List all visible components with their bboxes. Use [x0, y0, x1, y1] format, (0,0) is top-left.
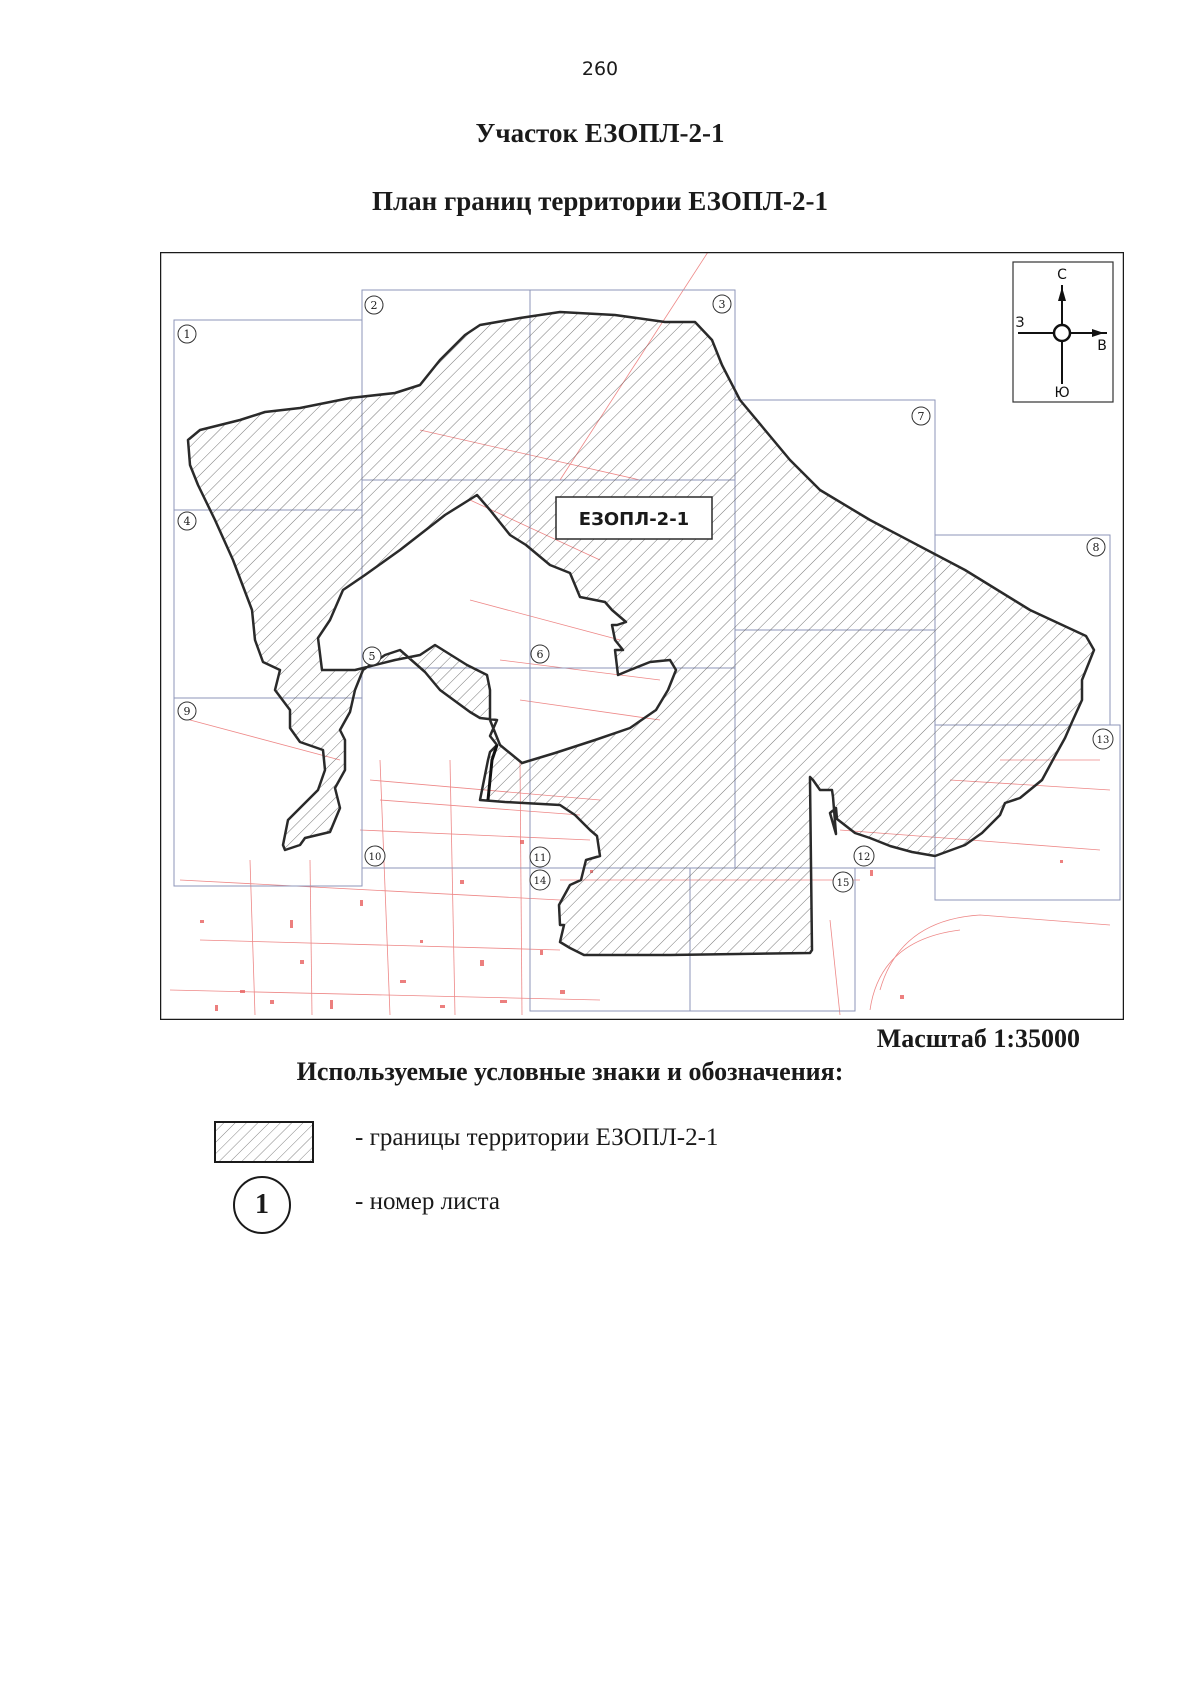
sheet-marker [178, 702, 196, 720]
map-subtitle: План границ территории ЕЗОПЛ-2-1 [372, 186, 828, 216]
sheet-marker [1093, 729, 1113, 749]
legend-sheet-label: - номер листа [355, 1188, 500, 1215]
sheet-number: 7 [917, 410, 925, 423]
sheet-number: 11 [533, 853, 547, 864]
map-scale: Масштаб 1:35000 [876, 1024, 1080, 1053]
sheet-marker [530, 847, 550, 867]
sheet-marker [854, 846, 874, 866]
legend-sheet-symbol: 1 [233, 1176, 291, 1234]
territory-map [160, 252, 1124, 1020]
legend-title: Используемые условные знаки и обозначения: [296, 1057, 844, 1086]
sheet-marker [1087, 538, 1105, 556]
sheet-number: 10 [368, 852, 382, 863]
sheet-number: 9 [183, 705, 191, 718]
sheet-marker [912, 407, 930, 425]
sheet-marker [363, 647, 381, 665]
sheet-number: 8 [1092, 541, 1100, 554]
sheet-marker [178, 512, 196, 530]
compass-north: С [1057, 267, 1067, 283]
sheet-marker [530, 870, 550, 890]
compass-east: В [1097, 338, 1107, 354]
sheet-marker [531, 645, 549, 663]
sheet-number: 3 [718, 298, 726, 311]
legend-boundary-swatch [214, 1121, 314, 1163]
sheet-number: 1 [183, 328, 191, 341]
sheet-marker [833, 872, 853, 892]
sheet-marker [178, 325, 196, 343]
sheet-number: 12 [857, 852, 871, 863]
sheet-number: 2 [370, 299, 378, 312]
sheet-number: 15 [836, 878, 850, 889]
page-title: Участок ЕЗОПЛ-2-1 [475, 118, 725, 148]
page-number: 260 [581, 58, 619, 80]
sheet-marker [365, 296, 383, 314]
sheet-number: 14 [533, 876, 547, 887]
sheet-number: 6 [536, 648, 544, 661]
compass-south: Ю [1054, 385, 1070, 401]
territory-boundary [188, 312, 1094, 955]
sheet-number: 13 [1096, 735, 1110, 746]
legend-boundary-label: - границы территории ЕЗОПЛ-2-1 [355, 1124, 719, 1151]
sheet-marker [365, 846, 385, 866]
sheet-marker [713, 295, 731, 313]
sheet-number: 5 [368, 650, 376, 663]
compass-west: З [1015, 315, 1025, 331]
area-label-box [556, 497, 712, 539]
compass-rose [1013, 262, 1113, 402]
area-label: ЕЗОПЛ-2-1 [578, 509, 690, 530]
sheet-number: 4 [183, 515, 191, 528]
